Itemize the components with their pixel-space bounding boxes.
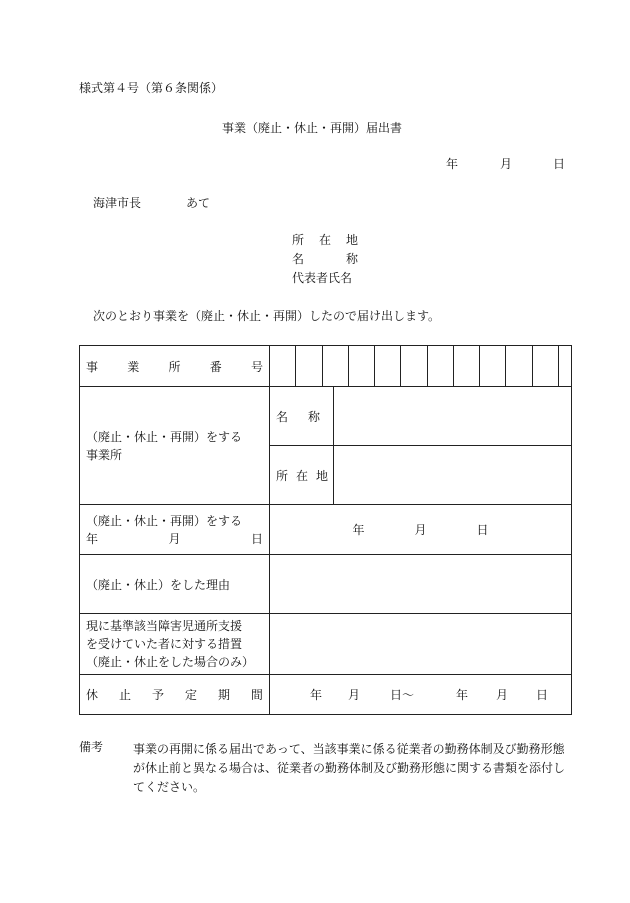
char: 在	[318, 233, 331, 247]
char: 番	[209, 359, 222, 374]
char: 地	[315, 468, 328, 483]
office-label	[80, 387, 270, 505]
date-month: 月	[500, 157, 513, 171]
char: 業	[127, 359, 140, 374]
reason-label: （廃止・休止）をした理由	[80, 555, 270, 614]
char: 所	[168, 359, 181, 374]
reason-field[interactable]	[270, 555, 572, 614]
period-label	[80, 675, 270, 715]
char: 事	[86, 359, 99, 374]
measures-label-line3: （廃止・休止をした場合のみ）	[86, 655, 255, 669]
period-end-month: 月	[496, 688, 509, 702]
period-start-year: 年	[310, 688, 323, 702]
office-number-label	[80, 346, 270, 387]
date-label-line1: （廃止・休止・再開）をする	[86, 513, 243, 528]
char: 止	[118, 688, 131, 702]
period-field[interactable]	[270, 675, 572, 715]
remarks-text: 事業の再開に係る届出であって、当該事業に係る従業者の勤務体制及び勤務形態が休止前と異なる場合は、従業者の勤務体制及び勤務形態に関する書類を添付してください。	[133, 742, 566, 794]
office-address-label	[270, 446, 334, 505]
applicant-name-label	[292, 252, 358, 266]
digit-box[interactable]	[532, 346, 559, 386]
date-field-year: 年	[352, 523, 365, 537]
date-field-month: 月	[414, 523, 427, 537]
applicant-representative-label: 代表者氏名	[292, 271, 353, 285]
row-measures	[80, 614, 572, 675]
digit-box[interactable]	[505, 346, 531, 386]
recipient-suffix: あて	[186, 196, 211, 210]
period-end-year: 年	[456, 688, 469, 702]
char: 名	[292, 252, 305, 266]
char: 所	[292, 233, 305, 247]
digit-box[interactable]	[453, 346, 479, 386]
office-number-boxes	[270, 346, 572, 387]
period-end-day: 日	[536, 688, 549, 702]
office-address-field[interactable]	[334, 446, 572, 505]
char: 月	[168, 531, 181, 546]
digit-box[interactable]	[479, 346, 505, 386]
digit-box[interactable]	[270, 346, 295, 386]
char: 定	[184, 688, 197, 702]
char: 休	[86, 688, 99, 702]
row-office-name	[80, 387, 572, 446]
intro-text: 次のとおり事業を（廃止・休止・再開）したので届け出します。	[93, 309, 441, 323]
row-office-number	[80, 346, 572, 387]
measures-label	[80, 614, 270, 675]
applicant-address-label	[292, 233, 358, 247]
date-label	[80, 505, 270, 555]
digit-box[interactable]	[348, 346, 374, 386]
row-reason	[80, 555, 572, 614]
recipient-name: 海津市長	[93, 196, 142, 210]
period-start-day: 日～	[390, 688, 415, 702]
date-day: 日	[553, 157, 566, 171]
row-period	[80, 675, 572, 715]
char: 在	[295, 468, 308, 483]
office-name-field[interactable]	[334, 387, 572, 446]
digit-box[interactable]	[322, 346, 348, 386]
char: 称	[345, 252, 358, 266]
char: 日	[250, 531, 263, 546]
notification-table	[79, 345, 572, 715]
office-name-label	[270, 387, 334, 446]
char: 称	[307, 409, 320, 424]
digit-boxes	[270, 346, 559, 386]
char: 間	[250, 688, 263, 702]
char: 号	[250, 359, 263, 374]
digit-box[interactable]	[374, 346, 400, 386]
digit-box[interactable]	[295, 346, 321, 386]
row-date	[80, 505, 572, 555]
date-field-day: 日	[476, 523, 489, 537]
office-label-line2: 事業所	[86, 447, 123, 462]
period-start-month: 月	[348, 688, 361, 702]
measures-label-line1: 現に基準該当障害児通所支援	[86, 619, 243, 633]
char: 所	[276, 468, 289, 483]
remarks-label: 備考	[79, 740, 104, 754]
char: 年	[86, 531, 99, 546]
office-label-line1: （廃止・休止・再開）をする	[86, 429, 243, 444]
form-number: 様式第４号（第６条関係）	[79, 81, 224, 95]
char: 予	[151, 688, 164, 702]
digit-box[interactable]	[427, 346, 453, 386]
page-title: 事業（廃止・休止・再開）届出書	[222, 121, 403, 135]
measures-field[interactable]	[270, 614, 572, 675]
digit-box[interactable]	[400, 346, 426, 386]
date-year: 年	[446, 157, 459, 171]
char: 期	[217, 688, 230, 702]
measures-label-line2: を受けていた者に対する措置	[86, 637, 243, 651]
char: 名	[276, 409, 289, 424]
char: 地	[345, 233, 358, 247]
date-field[interactable]	[270, 505, 572, 555]
